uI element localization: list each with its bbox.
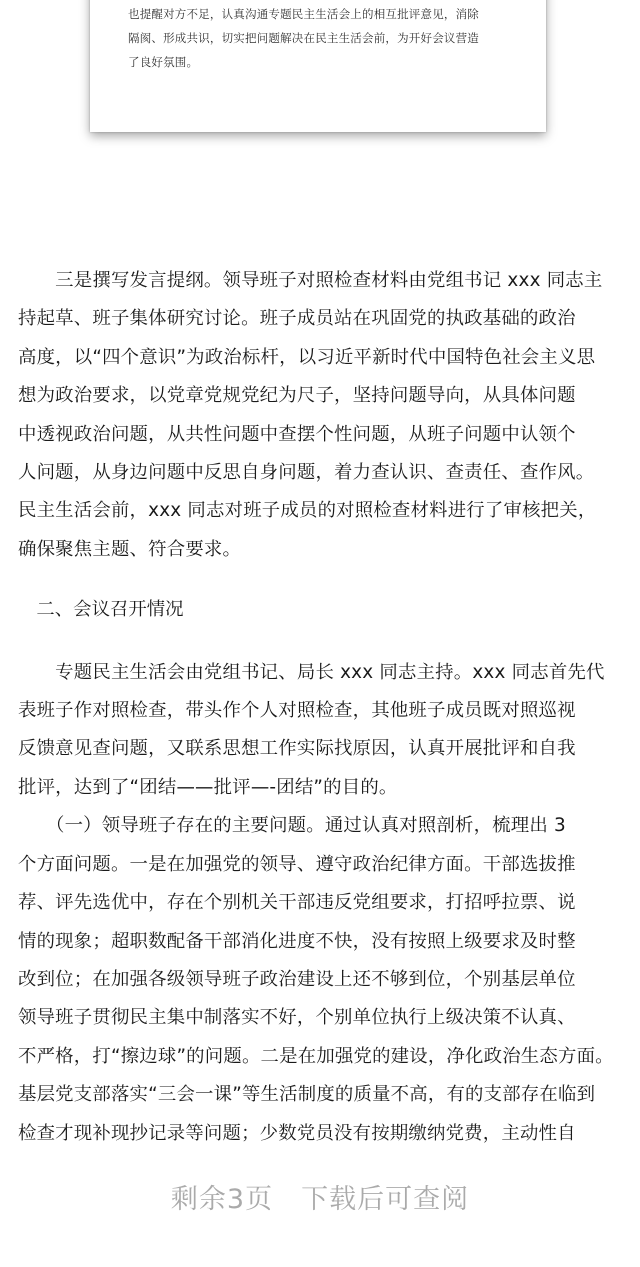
text-line: 专题民主生活会由党组书记、局长 xxx 同志主持。xxx 同志首先代 bbox=[18, 661, 605, 683]
text-line: 不严格，打“擦边球”的问题。二是在加强党的建设，净化政治生态方面。 bbox=[18, 1045, 614, 1067]
text-line: 基层党支部落实“三会一课”等生活制度的质量不高，有的支部存在临到 bbox=[18, 1084, 596, 1106]
text-line: 荐、评先选优中，存在个别机关干部违反党组要求，打招呼拉票、说 bbox=[18, 892, 576, 914]
preview-card-text bbox=[128, 2, 520, 74]
text-line: 反馈意见查问题，又联系思想工作实际找原因，认真开展批评和自我 bbox=[18, 738, 576, 760]
text-line: 个方面问题。一是在加强党的领导、遵守政治纪律方面。干部选拔推 bbox=[18, 853, 576, 875]
paragraph-main-problems bbox=[18, 807, 622, 1153]
paragraph-meeting-host bbox=[18, 654, 622, 808]
text-line: 领导班子贯彻民主集中制落实不好，个别单位执行上级决策不认真、 bbox=[18, 1007, 576, 1029]
text-line: 改到位；在加强各级领导班子政治建设上还不够到位，个别基层单位 bbox=[18, 968, 576, 990]
preview-line: 也提醒对方不足，认真沟通专题民主生活会上的相互批评意见，消除 bbox=[128, 7, 479, 21]
text-line: 表班子作对照检查，带头作个人对照检查，其他班子成员既对照巡视 bbox=[18, 700, 576, 722]
text-line: 想为政治要求，以党章党规党纪为尺子，坚持问题导向，从具体问题 bbox=[18, 385, 576, 407]
text-line: 确保聚焦主题、符合要求。 bbox=[18, 538, 242, 560]
text-line: 检查才现补现抄记录等问题；少数党员没有按期缴纳党费，主动性自 bbox=[18, 1122, 576, 1144]
text-line: 批评，达到了“团结——批评—-团结”的目的。 bbox=[18, 776, 398, 798]
text-line: 民主生活会前，xxx 同志对班子成员的对照检查材料进行了审核把关， bbox=[18, 500, 597, 522]
preview-line: 了良好氛围。 bbox=[128, 55, 199, 69]
download-to-read-more-banner[interactable] bbox=[0, 1177, 640, 1216]
text-line: 三是撰写发言提纲。领导班子对照检查材料由党组书记 xxx 同志主 bbox=[18, 270, 603, 291]
text-line: 人问题，从身边问题中反思自身问题，着力查认识、查责任、查作风。 bbox=[18, 462, 595, 484]
text-line: 高度，以“四个意识”为政治标杆，以习近平新时代中国特色社会主义思 bbox=[18, 346, 596, 368]
section-heading: 二、会议召开情况 bbox=[18, 599, 184, 621]
paragraph-drafting-outline bbox=[18, 262, 622, 569]
remaining-pages-label: 剩余3页 bbox=[170, 1184, 274, 1215]
document-body bbox=[18, 262, 622, 1153]
text-line: 情的现象；超职数配备干部消化进度不快，没有按照上级要求及时整 bbox=[18, 930, 576, 952]
preview-line: 隔阂、形成共识，切实把问题解决在民主生活会前，为开好会议营造 bbox=[128, 31, 479, 45]
text-line: 中透视政治问题，从共性问题中查摆个性问题，从班子问题中认领个 bbox=[18, 423, 576, 445]
page-preview-card bbox=[90, 0, 546, 132]
download-to-view-label: 下载后可查阅 bbox=[301, 1184, 470, 1215]
text-line: 持起草、班子集体研究讨论。班子成员站在巩固党的执政基础的政治 bbox=[18, 308, 576, 330]
text-line: （一）领导班子存在的主要问题。通过认真对照剖析，梳理出 3 bbox=[18, 815, 566, 837]
